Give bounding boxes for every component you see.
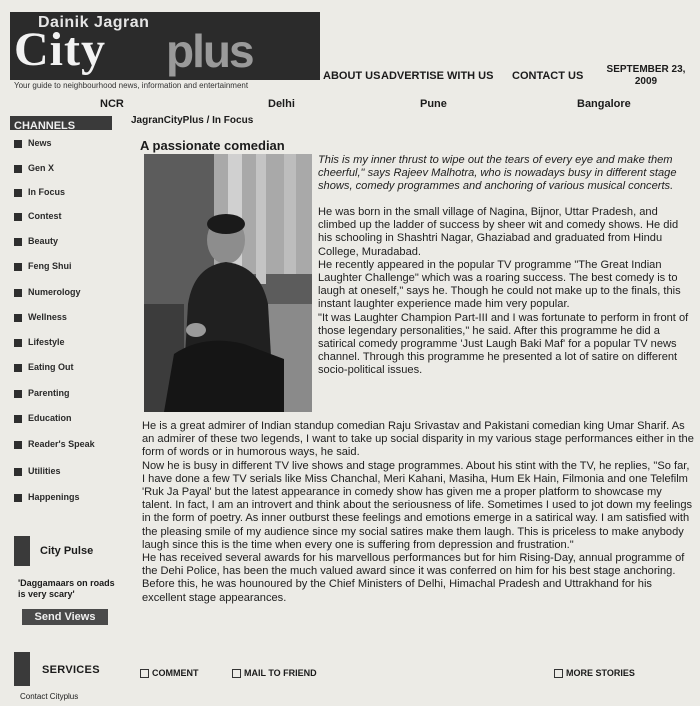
more-stories-link[interactable]: MORE STORIES [554,668,635,678]
city-tab-delhi[interactable]: Delhi [268,98,295,110]
bullet-icon [14,441,22,449]
sidebar-item-parenting[interactable]: Parenting [14,386,114,400]
bullet-icon [14,494,22,502]
article-paragraph: Now he is busy in different TV live shows and stage programmes. About his stint with the TV, he replies, "So far, I have done a few TV serials like Miss Chanchal, Meri Kahani, Masiha, Hum Ek Hain, Filmonia and one Telefilm 'Ruk Ja Payal' but the latest appearance in comedy show has given me a proper platform to showcase my talent. In fact, I am an introvert and think about the seriousness of life. Sometimes I used to jot down my feelings in the form of poetry. As inner outburst these feelings and emotions emerge in a satirical way. I am satisfied with the pleasing smile of my audience since my social satires make them laugh. This is priceless to make anybody laugh since this is the time when every one is suffering from depression and frustration." [142,459,693,551]
breadcrumb[interactable]: JagranCityPlus / In Focus [131,115,254,126]
article-paragraph: He has received several awards for his marvellous performances but for him Rising-Day, annual programme of the Dehi Police, has been the much valued award since it was conferred on him for his best stage anchoring. Before this, he was hounoured by the Chief Ministers of Delhi, Himachal Pradesh and Uttrakhand for his excellent stage appearances. [142,552,685,604]
bullet-icon [14,468,22,476]
bullet-icon [14,390,22,398]
article-paragraph: He recently appeared in the popular TV programme "The Great Indian Laughter Challenge" which was a roaring success. The best comedy is to laugh at oneself," says he. Though he could not make up to the finals, this instant laughter experience made him very popular. [318,258,681,311]
article-lead: This is my inner thrust to wipe out the tears of every eye and make them cheerful," says Rajeev Malhotra, who is nowadays busy in different stage shows, comedy programmes and anchoring of various musical concerts. [318,154,677,193]
sidebar-item-happenings[interactable]: Happenings [14,490,114,504]
nav-about-us[interactable]: ABOUT US [323,70,381,82]
sidebar-item-eating-out[interactable]: Eating Out [14,360,114,374]
sidebar-item-beauty[interactable]: Beauty [14,234,114,248]
sidebar-item-numerology[interactable]: Numerology [14,285,114,299]
bullet-icon [14,213,22,221]
channels-header [10,116,112,130]
mail-to-friend-link[interactable]: MAIL TO FRIEND [232,668,317,678]
article-paragraph: He is a great admirer of Indian standup comedian Raju Srivastav and Pakistani comedian king Umar Sharif. As an admirer of these two legends, I want to take up social disparity in my various stage performances either in the form of words or in humorous ways, he said. [142,420,694,459]
comment-icon [140,669,149,678]
bullet-icon [14,364,22,372]
article-body [142,420,694,605]
city-tab-ncr[interactable]: NCR [100,98,124,110]
bullet-icon [14,415,22,423]
city-pulse-icon [14,536,30,566]
sidebar-item-news[interactable]: News [14,136,114,150]
bullet-icon [14,140,22,148]
city-pulse-title: City Pulse [40,545,94,557]
issue-date: SEPTEMBER 23, 2009 [606,64,686,87]
nav-advertise[interactable]: ADVERTISE WITH US [381,70,494,82]
nav-contact-us[interactable]: CONTACT US [512,70,584,82]
article-column [318,206,694,378]
city-tab-bangalore[interactable]: Bangalore [577,98,631,110]
logo-plus-text: plus [166,25,253,77]
bullet-icon [14,314,22,322]
more-stories-icon [554,669,563,678]
comment-link[interactable]: COMMENT [140,668,199,678]
bullet-icon [14,189,22,197]
article-headline: A passionate comedian [140,138,285,153]
sidebar-item-in-focus[interactable]: In Focus [14,185,114,199]
article-paragraph: He was born in the small village of Nagina, Bijnor, Uttar Pradesh, and climbed up the ladder of success by sheer wit and comedy shows. He did his schooling in Shashtri Nagar, Ghaziabad and graduated from Hindu College, Muradabad. [318,206,679,258]
city-tab-pune[interactable]: Pune [420,98,447,110]
sidebar-item-feng-shui[interactable]: Feng Shui [14,259,114,273]
bullet-icon [14,289,22,297]
send-views-button[interactable]: Send Views [22,609,108,625]
tagline: Your guide to neighbourhood news, information and entertainment [14,81,249,90]
article-paragraph: "It was Laughter Champion Part-III and I was fortunate to perform in front of those legendary personalities," he said. After this programme he did a satirical comedy programme 'Just Laugh Baki Maf' for a popular TV news channel. Through this programme he presented a lot of satire on different socio-political issues. [318,311,689,377]
bullet-icon [14,165,22,173]
logo-city-text: City [14,23,106,76]
sidebar-item-education[interactable]: Education [14,411,114,425]
services-icon [14,652,30,686]
channels-header-label: CHANNELS [14,120,76,132]
services-title[interactable]: SERVICES [42,664,100,676]
logo-publisher-text: Dainik Jagran [38,14,150,31]
sidebar-item-contest[interactable]: Contest [14,209,114,223]
mail-icon [232,669,241,678]
sidebar-item-lifestyle[interactable]: Lifestyle [14,335,114,349]
sidebar-item-utilities[interactable]: Utilities [14,464,114,478]
sidebar-item-genx[interactable]: Gen X [14,161,114,175]
sidebar-item-readers-speak[interactable]: Reader's Speak [14,437,114,451]
bullet-icon [14,263,22,271]
comedian-photo [144,154,312,412]
bullet-icon [14,238,22,246]
comedian-photo-graphic [144,154,312,412]
city-pulse-quote[interactable]: 'Daggamaars on roads is very scary' [18,578,115,599]
contact-cityplus-link[interactable]: Contact Cityplus [20,692,79,701]
sidebar-item-wellness[interactable]: Wellness [14,310,114,324]
bullet-icon [14,339,22,347]
